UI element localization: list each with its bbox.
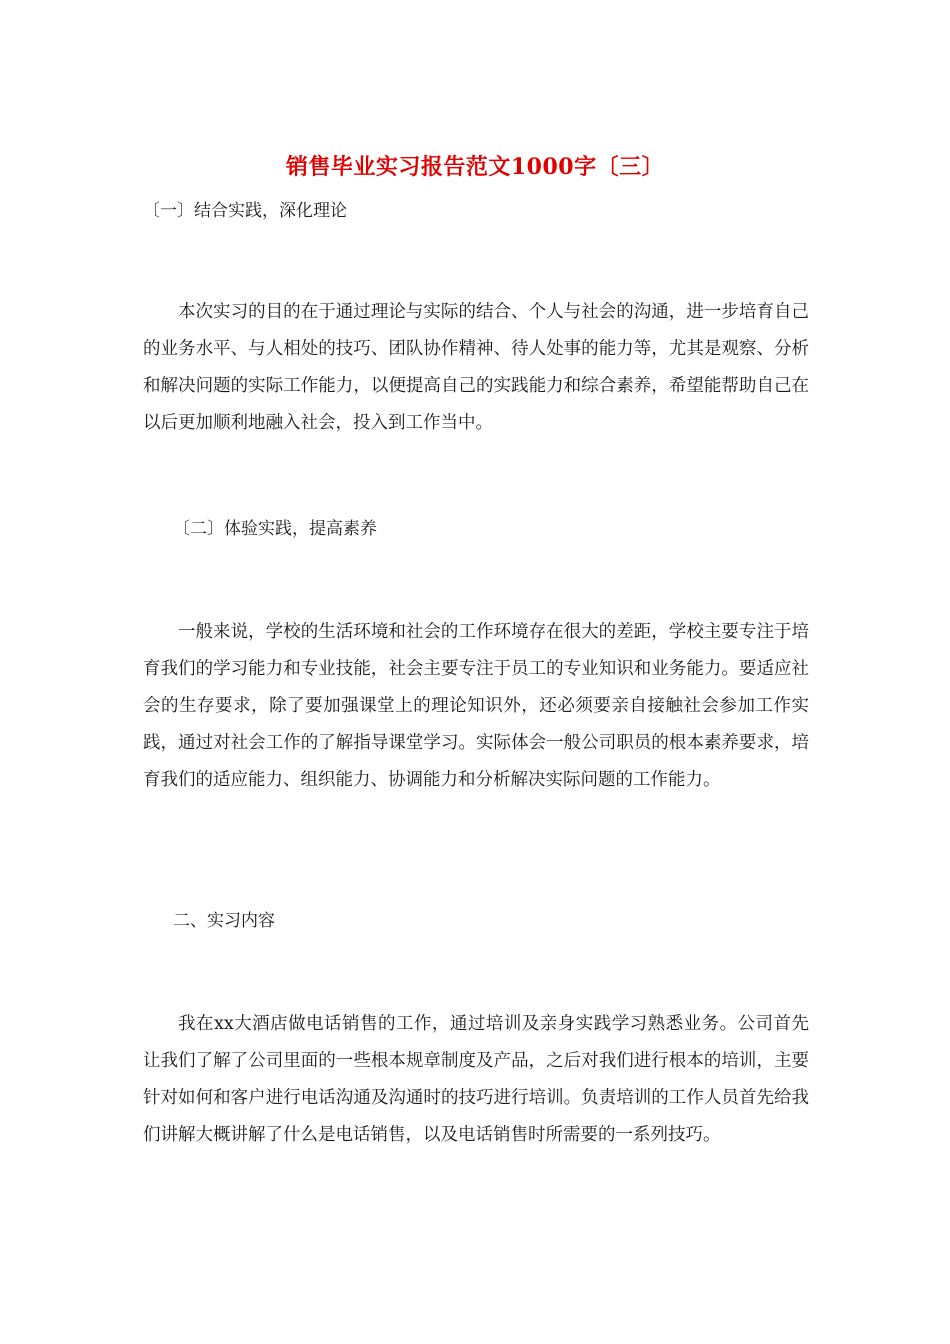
- section-heading-1: 〔一〕结合实践，深化理论: [143, 201, 347, 221]
- document-title: 销售毕业实习报告范文1000字〔三〕: [285, 154, 665, 180]
- section-heading-3: 二、实习内容: [173, 911, 275, 931]
- section-heading-2: 〔二〕体验实践，提高素养: [173, 519, 377, 539]
- section-paragraph-2: 一般来说，学校的生活环境和社会的工作环境存在很大的差距，学校主要专注于培育我们的学习能力和专业技能，社会主要专注于员工的专业知识和业务能力。要适应社会的生存要求，除了要加强课堂上的理论知识外，还必须要亲自接触社会参加工作实践，通过对社会工作的了解指导课堂学习。实际体会一般公司职员的根本素养要求，培育我们的适应能力、组织能力、协调能力和分析解决实际问题的工作能力。: [143, 622, 809, 790]
- section-paragraph-3: 我在xx大酒店做电话销售的工作，通过培训及亲身实践学习熟悉业务。公司首先让我们了解了公司里面的一些根本规章制度及产品，之后对我们进行根本的培训，主要针对如何和客户进行电话沟通及沟通时的技巧进行培训。负责培训的工作人员首先给我们讲解大概讲解了什么是电话销售，以及电话销售时所需要的一系列技巧。: [143, 1014, 809, 1145]
- section-paragraph-1: 本次实习的目的在于通过理论与实际的结合、个人与社会的沟通，进一步培育自己的业务水平、与人相处的技巧、团队协作精神、待人处事的能力等，尤其是观察、分析和解决问题的实际工作能力，以便提高自己的实践能力和综合素养，希望能帮助自己在以后更加顺利地融入社会，投入到工作当中。: [143, 302, 809, 433]
